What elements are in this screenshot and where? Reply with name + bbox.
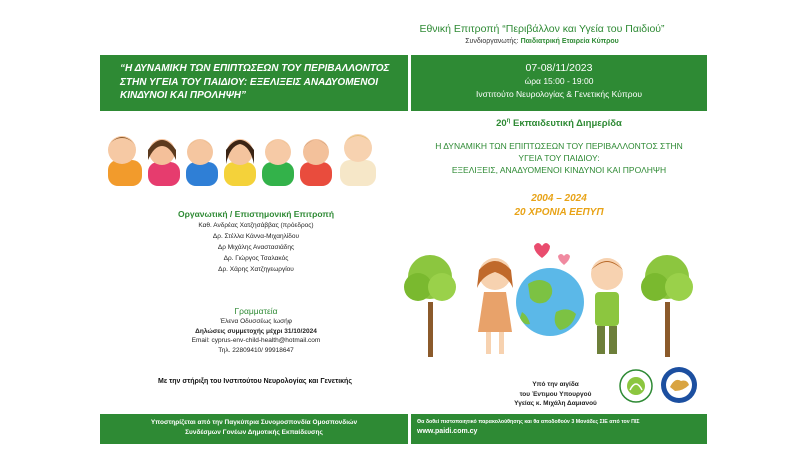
event-title-line1: Η ΔΥΝΑΜΙΚΗ ΤΩΝ ΕΠΙΠΤΩΣΕΩΝ ΤΟΥ ΠΕΡΙΒΑΛΛΟΝΤΟΣ ΣΤΗΝ — [435, 141, 683, 151]
national-committee: Εθνική Επιτροπή “Περιβάλλον και Υγεία του Παιδιού” — [419, 23, 665, 35]
coorganizer-name: Παιδιατρική Εταιρεία Κύπρου — [520, 38, 619, 45]
coorganizer-label: Συνδιοργανωτής: — [465, 38, 519, 45]
tree-left — [404, 255, 456, 357]
globe — [516, 268, 584, 336]
patronage-line2: του Έντιμου Υπουργού — [519, 390, 592, 398]
committee-member: Δρ. Γιώργος Τσαλακός — [223, 255, 289, 262]
contact-email[interactable]: Email: cyprus-env-child-health@hotmail.com — [191, 337, 321, 344]
contact-phone: Τηλ. 22809410/ 99918647 — [218, 346, 294, 354]
secretariat — [152, 306, 360, 355]
edition-number: 20 — [496, 118, 507, 130]
child-7 — [340, 134, 376, 186]
banner-title-line2: ΣΤΗΝ ΥΓΕΙΑ ΤΟΥ ΠΑΙΔΙΟΥ: ΕΞΕΛΙΞΕΙΣ ΑΝΑΔΥΟΜΕΝΟΙ — [120, 76, 378, 88]
children-illustration — [100, 112, 400, 198]
support-note: Με την στήριξη του Ινστιτούτου Νευρολογίας και Γενετικής — [158, 378, 352, 385]
organizing-committee — [152, 208, 360, 275]
years-range: 2004 – 2024 — [531, 193, 587, 204]
earth-illustration — [400, 232, 700, 362]
committee-member: Δρ. Χάρης Χατζηγεωργίου — [218, 266, 294, 273]
date-banner — [411, 55, 707, 111]
certificate-note: Θα δοθεί πιστοποιητικό παρακολούθησης και θα αποδοθούν 3 Μονάδες ΣΙΕ από τον ΠΙΣ — [417, 419, 640, 425]
secretariat-heading: Γραμματεία — [234, 306, 278, 316]
ministry-logo — [659, 365, 699, 405]
child-2 — [148, 139, 180, 186]
committee-heading: Οργανωτική / Επιστημονική Επιτροπή — [177, 209, 335, 219]
committee-member: Δρ. Στέλλα Κάννα-Μιχαηλίδου — [212, 233, 300, 240]
website-link[interactable]: www.paidi.com.cy — [417, 428, 478, 435]
child-6 — [300, 139, 332, 186]
years-text: 20 ΧΡΟΝΙΑ ΕΕΠΥΠ — [514, 207, 604, 218]
anniversary — [411, 192, 707, 220]
tree-right — [641, 255, 693, 357]
patronage-line3: Υγείας κ. Μιχάλη Δαμιανού — [514, 400, 597, 407]
event-venue: Ινστιτούτο Νευρολογίας & Γενετικής Κύπρου — [476, 89, 642, 99]
title-banner — [100, 55, 408, 111]
girl-figure — [477, 258, 513, 354]
coorganizer-line — [412, 36, 672, 48]
footer-left-line2: Συνδέσμων Γονέων Δημοτικής Εκπαίδευσης — [185, 429, 323, 436]
footer-left-line1: Υποστηρίζεται από την Παγκύπρια Συνομοσπονδία Ομοσπονδιών — [150, 419, 358, 426]
edition-text: Εκπαιδευτική Διημερίδα — [510, 118, 622, 130]
patronage-note — [498, 380, 613, 409]
event-title-line3: ΕΞΕΛΙΞΕΙΣ, ΑΝΑΔΥΟΜΕΝΟΙ ΚΙΝΔΥΝΟΙ ΚΑΙ ΠΡΟΛΗΨΗ — [451, 165, 667, 175]
boy-figure — [591, 258, 623, 354]
edition-suffix: η — [506, 118, 511, 124]
child-3 — [186, 139, 218, 186]
committee-member: Δρ Μιχάλης Αναστασιάδης — [217, 244, 295, 251]
patronage-line1: Υπό την αιγίδα — [532, 381, 579, 388]
event-title-line2: ΥΓΕΙΑ ΤΟΥ ΠΑΙΔΙΟΥ: — [518, 153, 600, 163]
child-5 — [262, 139, 294, 186]
organizer-heading — [412, 22, 672, 48]
child-1 — [108, 136, 142, 186]
edition-title — [411, 118, 707, 129]
committee-member: Καθ. Ανδρέας Χατζησάββας (πρόεδρος) — [198, 222, 314, 229]
event-time: ώρα 15:00 - 19:00 — [524, 76, 594, 86]
registration-deadline: Δηλώσεις συμμετοχής μέχρι 31/10/2024 — [195, 327, 317, 335]
footer-right — [411, 414, 707, 444]
child-4 — [224, 139, 256, 186]
footer-left — [100, 414, 408, 444]
event-date: 07-08/11/2023 — [525, 62, 593, 74]
hearts — [534, 243, 570, 265]
committee-logo — [618, 368, 654, 404]
banner-title-line3: ΚΙΝΔΥΝΟΙ ΚΑΙ ΠΡΟΛΗΨΗ” — [120, 90, 246, 101]
secretariat-name: Έλενα Οδυσσέως Ιωσήφ — [220, 318, 292, 325]
event-title — [411, 140, 707, 176]
banner-title-line1: “Η ΔΥΝΑΜΙΚΗ ΤΩΝ ΕΠΙΠΤΩΣΕΩΝ ΤΟΥ ΠΕΡΙΒΑΛΛΟΝΤΟΣ — [120, 63, 390, 74]
